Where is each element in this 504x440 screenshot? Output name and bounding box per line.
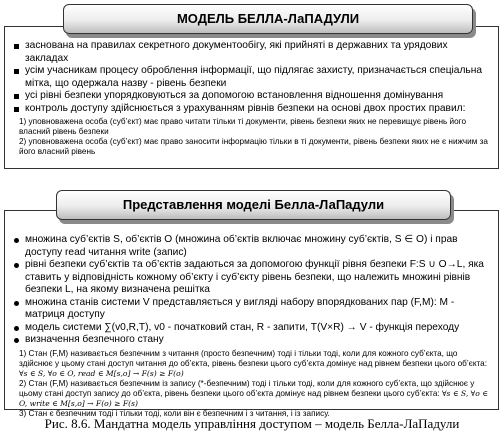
overview-item: усі рівні безпеки упорядковуються за допомогою встановлення відношення домінування [13, 90, 492, 103]
condition-formula: ∀s ∈ S, ∀o ∈ O, write ∈ M[s,o] → F(o) ≥ F(s) [19, 388, 488, 408]
representation-list [13, 234, 492, 347]
model-representation-panel [4, 210, 499, 418]
representation-title-banner: Представлення моделі Белла-ЛаПадули [56, 190, 451, 220]
condition-text: 3) Стан є безпечним тоді і тільки тоді, коли він є безпечним і з читання, і із запису. [19, 408, 330, 418]
overview-item: заснована на правилах секретного документообігу, які прийняті в державних та урядових закладах [13, 40, 492, 65]
overview-list [13, 40, 492, 115]
representation-item: рівні безпеки суб’єктів та об’єктів задаються за допомогою функції рівня безпеки F:S ∪ O→L, яка ставить у відповідність кожному об’єкту і суб’єкту рівень безпеки, що належить множині рівнів безпеки L, на якому визначена решітка [13, 259, 492, 297]
access-rules [19, 117, 492, 157]
write-safety-condition [19, 379, 492, 409]
model-overview-panel [4, 26, 499, 169]
condition-text: 1) Стан (F,M) називається безпечним з читання (просто безпечним) тоді і тільки тоді, коли для кожного суб’єкта, що здійснює у цьому стані доступ читання до об’єкта, рівень безпеки цього суб’єкта домінує над рівнем безпеки цього об’єкта: [19, 348, 488, 368]
safe-state-conditions [19, 349, 492, 419]
overview-item: контроль доступу здійснюється з урахуванням рівнів безпеки на основі двох простих правил: [13, 103, 492, 116]
write-rule: 2) уповноважена особа (суб’єкт) має право заносити інформацію тільки в ті документи, рівень безпеки яких не є нижчим за його власний рівень [19, 137, 488, 156]
representation-item: множина станів системи V представляється у вигляді набору впорядкованих пар (F,M): M - матриця доступу [13, 297, 492, 322]
figure-caption: Рис. 8.6. Мандатна модель управління доступом – модель Белла-ЛаПадули [44, 416, 460, 431]
representation-item: модель системи ∑(v0,R,T), v0 - початковий стан, R - запити, T(V×R) → V - функція переходу [13, 322, 492, 335]
representation-item: множина суб’єктів S, об’єктів O (множина об’єктів включає множину суб’єктів, S ∈ O) і прав доступу read читання write (запис) [13, 234, 492, 259]
representation-item: визначення безпечного стану [13, 334, 492, 347]
overview-item: усім учасникам процесу оброблення інформації, що підлягає захисту, призначається спеціальна мітка, що одержала назву - рівень безпеки [13, 65, 492, 90]
read-rule: 1) уповноважена особа (суб’єкт) має право читати тільки ті документи, рівень безпеки яких не перевищує рівень його власний рівень безпеки [19, 117, 467, 136]
read-safety-condition [19, 349, 492, 379]
model-title-banner: МОДЕЛЬ БЕЛЛА-ЛаПАДУЛИ [63, 4, 473, 34]
condition-text: 2) Стан (F,M) називається безпечним із запису (*-безпечним) тоді і тільки тоді, коли для кожного суб’єкта, що здійснює у цьому стані доступ запису до об’єкта, рівень безпеки цього об’єкта домінує над рівнем безпеки цього суб’єкта: [19, 378, 475, 398]
condition-formula: ∀s ∈ S, ∀o ∈ O, read ∈ M[s,o] → F(s) ≥ F(o) [19, 368, 184, 378]
